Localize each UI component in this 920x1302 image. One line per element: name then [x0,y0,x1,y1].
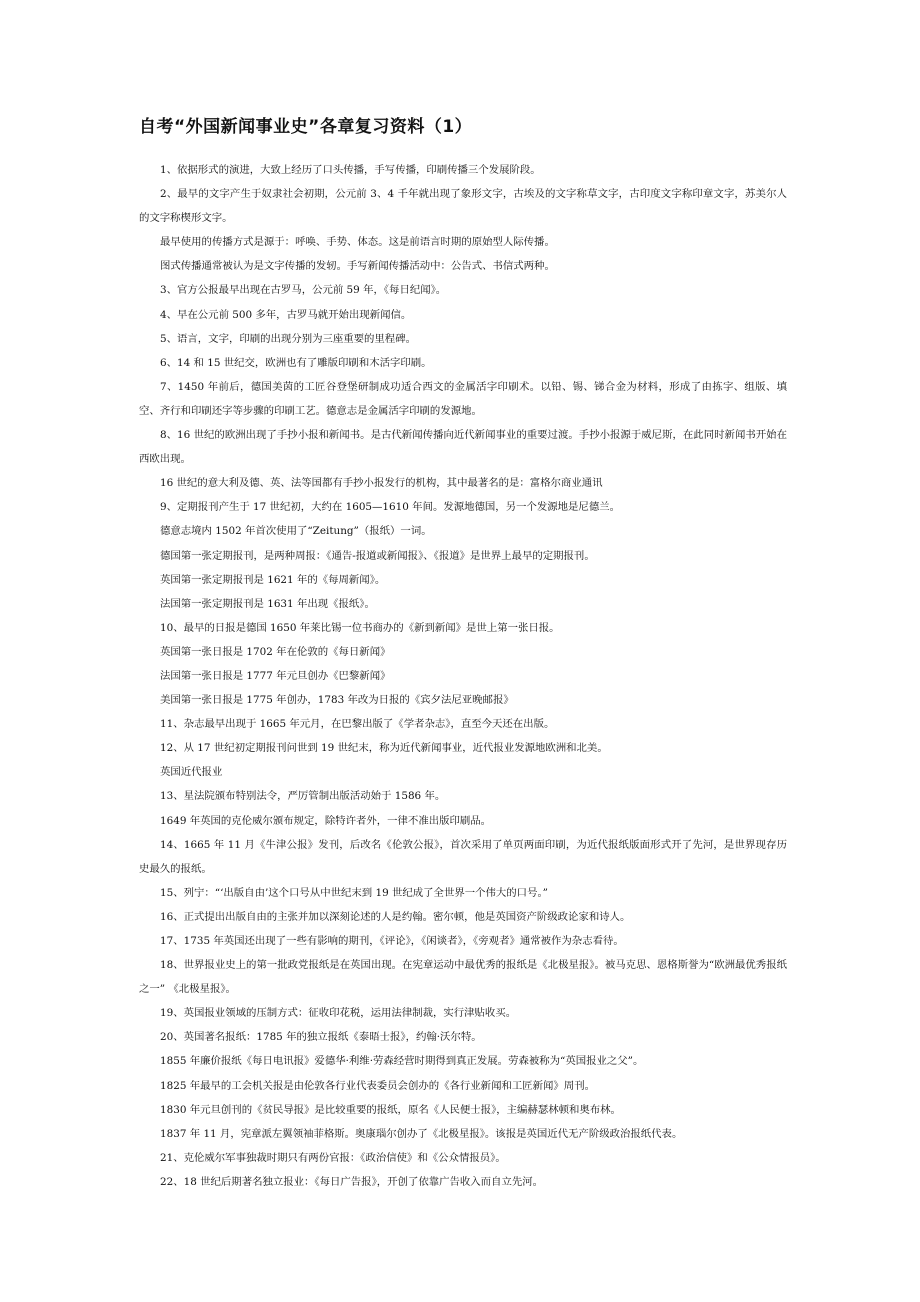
paragraph: 英国第一张定期报刊是 1621 年的《每周新闻》。 [160,573,386,586]
paragraph: 3、官方公报最早出现在古罗马，公元前 59 年，《每日纪闻》。 [160,284,447,297]
paragraph: 英国近代报业 [160,766,223,779]
document-body [139,158,787,1194]
paragraph: 21、克伦威尔军事独裁时期只有两份官报：《政治信使》和《公众情报员》。 [160,1151,506,1164]
paragraph: 美国第一张日报是 1775 年创办，1783 年改为日报的《宾夕法尼亚晚邮报》 [160,694,514,707]
paragraph: 17、1735 年英国还出现了一些有影响的期刊，《评论》，《闲谈者》，《旁观者》通常被作为杂志看待。 [160,935,624,947]
paragraph: 15、列宁：“‘出版自由’这个口号从中世纪末到 19 世纪成了全世界一个伟大的口号。” [160,886,548,899]
paragraph: 22、18 世纪后期著名独立报业：《每日广告报》，开创了依靠广告收入而自立先河。 [160,1175,544,1188]
paragraph: 13、星法院颁布特别法令，严厉管制出版活动始于 1586 年。 [160,790,446,803]
paragraph: 2、最早的文字产生于奴隶社会初期，公元前 3、4 千年就出现了象形文字，古埃及的文字称草文字，古印度文字称印章文字，苏美尔人的文字称楔形文字。 [139,188,787,225]
paragraph: 1825 年最早的工会机关报是由伦敦各行业代表委员会创办的《各行业新闻和工匠新闻》周刊。 [160,1079,595,1092]
paragraph: 1、依据形式的演进，大致上经历了口头传播，手写传播，印刷传播三个发展阶段。 [160,164,541,176]
paragraph: 法国第一张日报是 1777 年元旦创办《巴黎新闻》 [160,669,391,682]
paragraph: 5、语言，文字，印刷的出现分别为三座重要的里程碑。 [160,332,416,345]
paragraph: 10、最早的日报是德国 1650 年莱比锡一位书商办的《新到新闻》是世上第一张日报。 [160,621,560,634]
paragraph: 6、14 和 15 世纪交，欧洲也有了雕版印刷和木活字印刷。 [160,356,432,369]
paragraph: 法国第一张定期报刊是 1631 年出现《报纸》。 [160,597,375,610]
paragraph: 8、16 世纪的欧洲出现了手抄小报和新闻书。是古代新闻传播向近代新闻事业的重要过渡。手抄小报源于威尼斯，在此同时新闻书开始在西欧出现。 [139,429,787,466]
paragraph: 最早使用的传播方式是源于：呼唤、手势、体态。这是前语言时期的原始型人际传播。 [160,236,555,249]
paragraph: 1649 年英国的克伦威尔颁布规定，除特许者外，一律不准出版印刷品。 [160,814,492,827]
paragraph: 1855 年廉价报纸《每日电讯报》爱德华·利维·劳森经营时期得到真正发展。劳森被称为“英国报业之父”。 [160,1055,644,1068]
paragraph: 20、英国著名报纸：1785 年的独立报纸《泰晤士报》，约翰·沃尔特。 [160,1031,482,1044]
paragraph: 英国第一张日报是 1702 年在伦敦的《每日新闻》 [160,645,391,658]
paragraph: 14、1665 年 11 月《牛津公报》发刊，后改名《伦敦公报》，首次采用了单页两面印刷，为近代报纸版面形式开了先河，是世界现存历史最久的报纸。 [139,838,787,875]
paragraph: 图式传播通常被认为是文字传播的发轫。手写新闻传播活动中：公告式、书信式两种。 [160,260,555,273]
paragraph: 16、正式提出出版自由的主张并加以深刻论述的人是约翰。密尔顿，他是英国资产阶级政论家和诗人。 [160,910,631,923]
paragraph: 德国第一张定期报刊，是两种周报：《通告-报道或新闻报》、《报道》是世界上最早的定期报刊。 [160,549,595,562]
paragraph: 7、1450 年前后，德国美茵的工匠谷登堡研制成功适合西文的金属活字印刷术。以铅、锡、锑合金为材料，形成了由拣字、组版、填空、齐行和印刷还字等步骤的印刷工艺。德意志是金属活字印刷的发源地。 [139,380,787,417]
paragraph: 1837 年 11 月，宪章派左翼领袖菲格斯。奥康瑙尔创办了《北极星报》。该报是英国近代无产阶级政治报纸代表。 [160,1127,683,1140]
page-title: 自考“外国新闻事业史”各章复习资料（1） [139,117,473,137]
paragraph: 4、早在公元前 500 多年，古罗马就开始出现新闻信。 [160,308,412,321]
paragraph: 12、从 17 世纪初定期报刊问世到 19 世纪末，称为近代新闻事业，近代报业发源地欧洲和北美。 [160,742,608,755]
paragraph: 1830 年元旦创刊的《贫民导报》是比较重要的报纸，原名《人民便士报》，主编赫瑟林顿和奥布林。 [160,1103,621,1116]
paragraph: 18、世界报业史上的第一批政党报纸是在英国出现。在宪章运动中最优秀的报纸是《北极星报》。被马克思、恩格斯誉为“欧洲最优秀报纸之一” 《北极星报》。 [139,959,787,996]
paragraph: 19、英国报业领域的压制方式：征收印花税，运用法律制裁，实行津贴收买。 [160,1007,517,1020]
paragraph: 11、杂志最早出现于 1665 年元月，在巴黎出版了《学者杂志》，直至今天还在出版。 [160,718,555,731]
paragraph: 9、定期报刊产生于 17 世纪初，大约在 1605—1610 年间。发源地德国，另一个发源地是尼德兰。 [160,501,620,514]
paragraph: 16 世纪的意大利及德、英、法等国都有手抄小报发行的机构，其中最著名的是：富格尔商业通讯 [160,477,603,490]
paragraph: 德意志境内 1502 年首次使用了“Zeitung”（报纸）一词。 [160,525,432,538]
